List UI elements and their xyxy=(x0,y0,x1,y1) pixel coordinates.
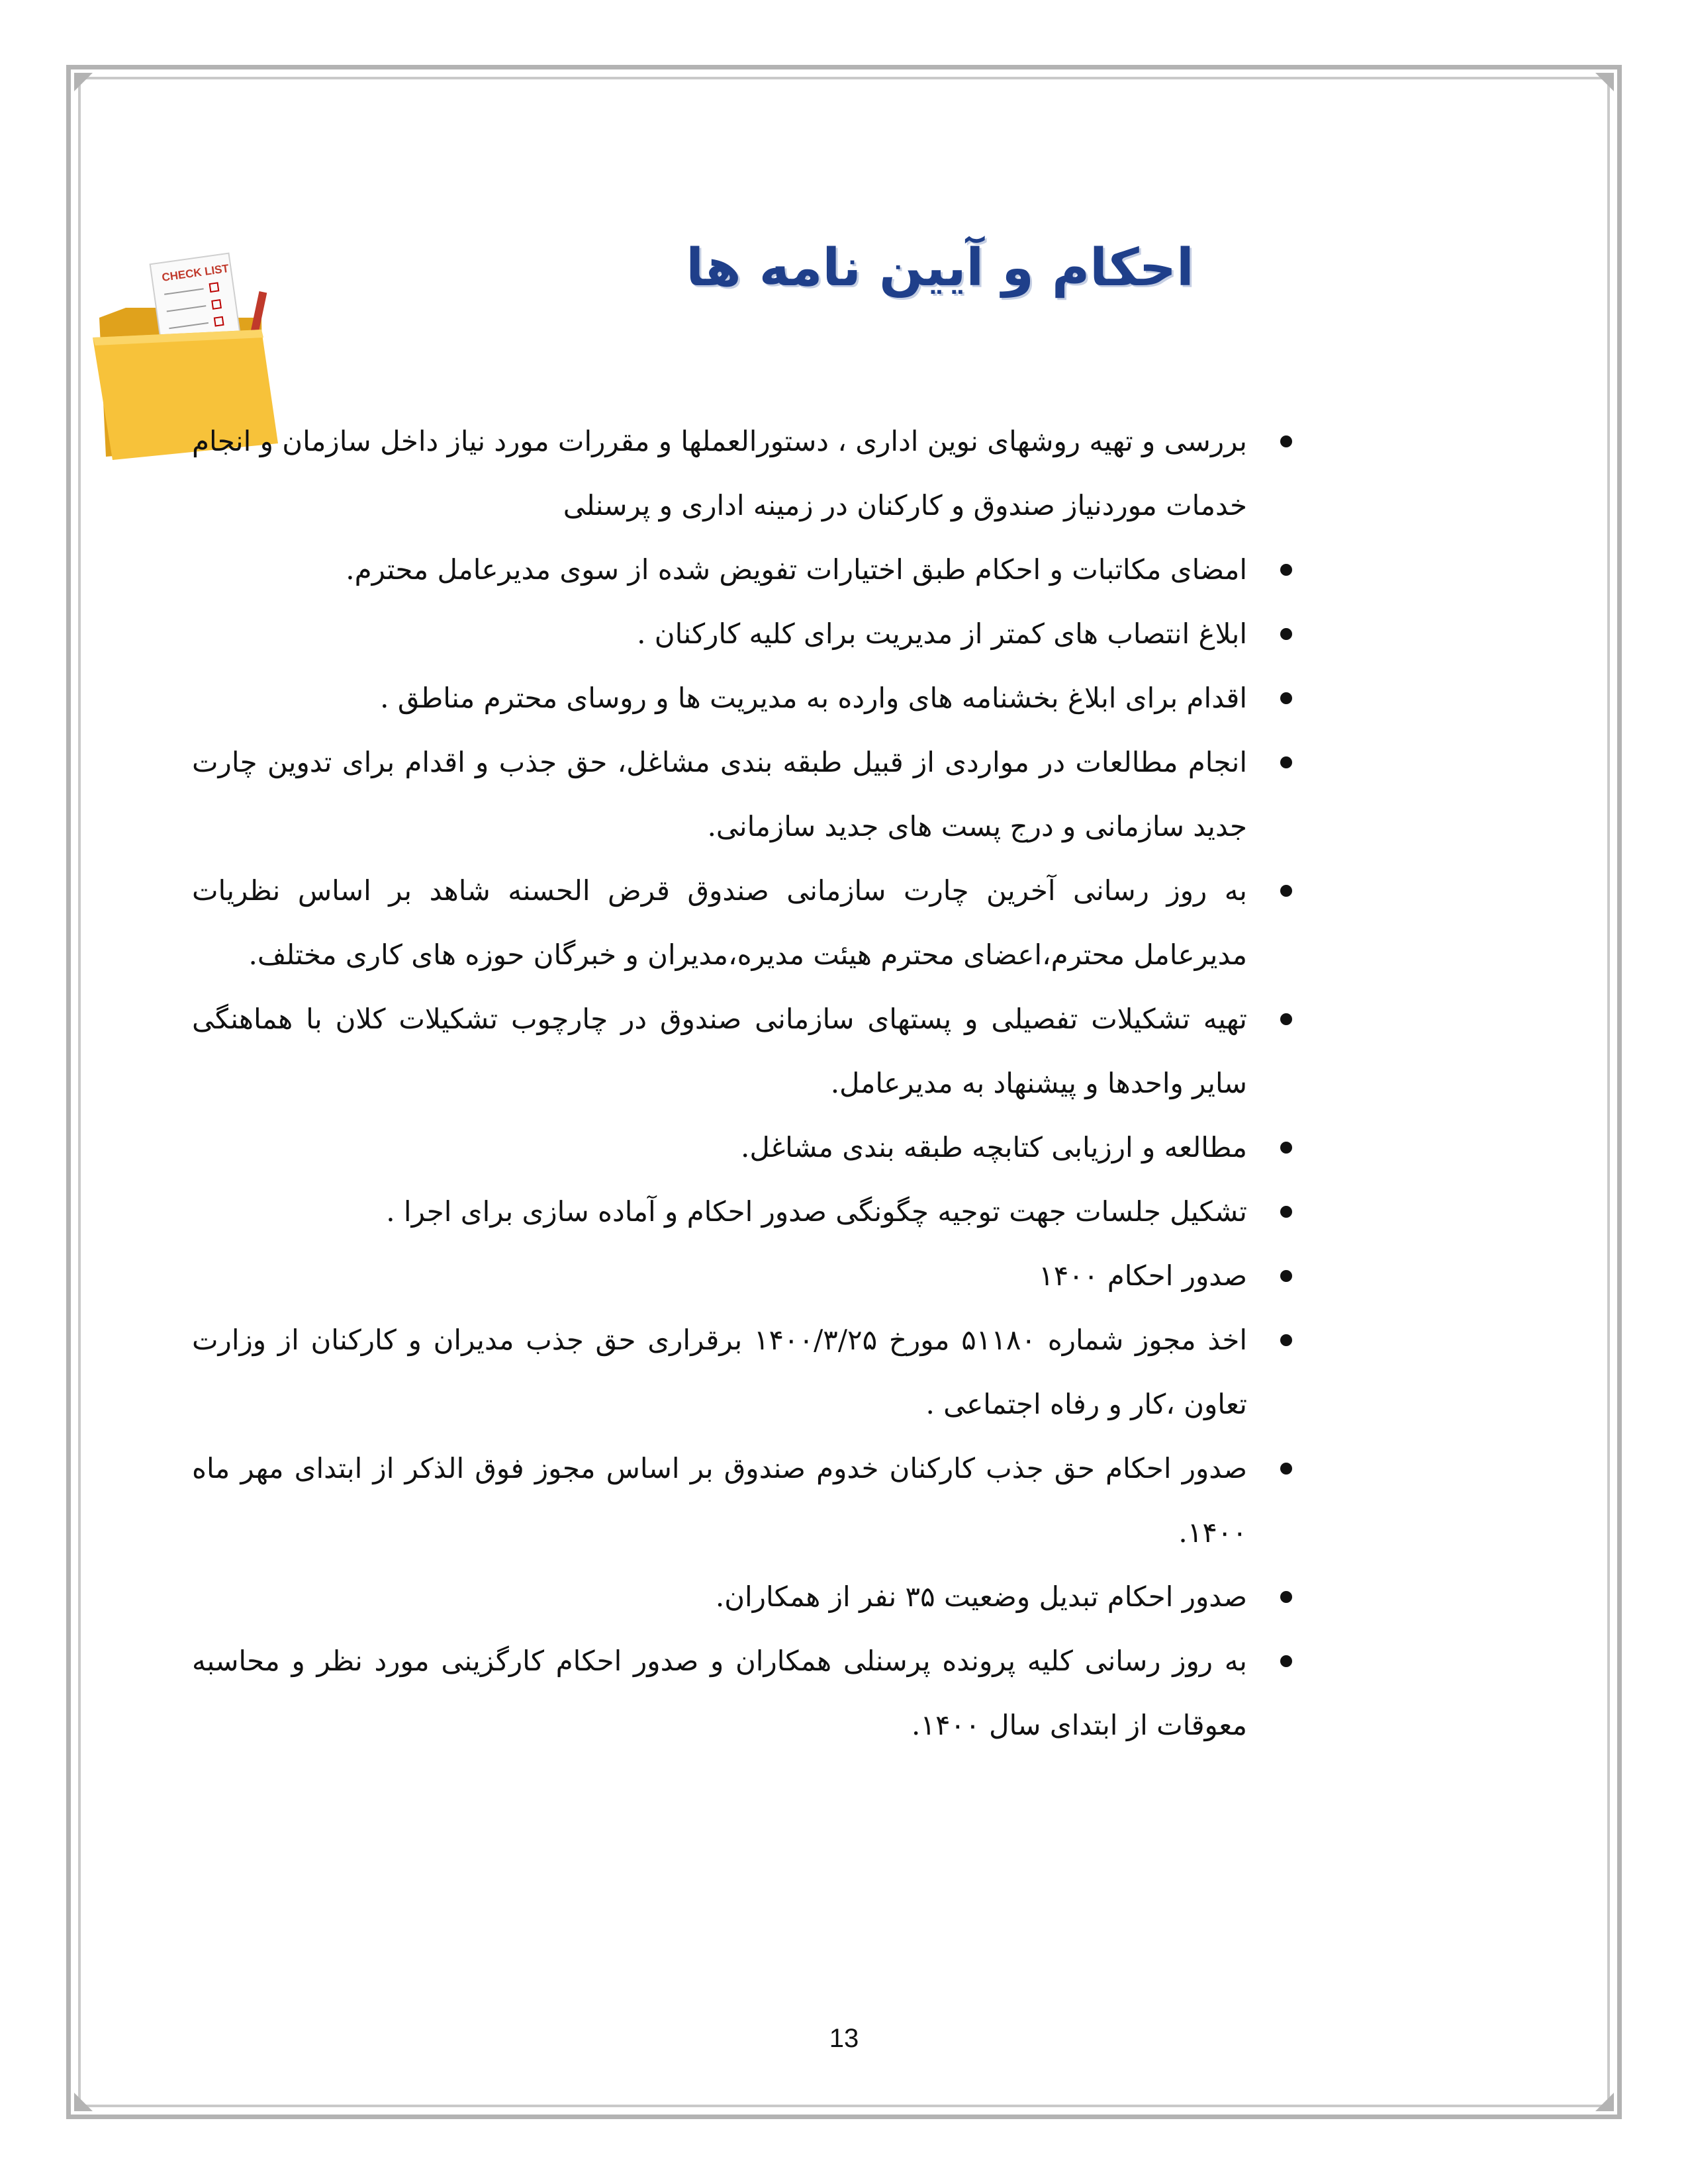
list-item xyxy=(192,1308,1297,1436)
corner-ornament-top-left xyxy=(74,73,93,91)
bullet-icon xyxy=(1280,564,1292,576)
list-item-text: اقدام برای ابلاغ بخشنامه های وارده به مدیریت ها و روسای محترم مناطق . xyxy=(380,682,1247,714)
bullet-icon xyxy=(1280,628,1292,640)
list-item xyxy=(192,987,1297,1115)
list-item-text: اخذ مجوز شماره ۵۱۱۸۰ مورخ ۱۴۰۰/۳/۲۵ برقراری حق جذب مدیران و کارکنان از وزارت تعاون ،کار و رفاه اجتماعی . xyxy=(192,1324,1248,1420)
bullet-icon xyxy=(1280,1655,1292,1667)
corner-ornament-top-right xyxy=(1595,73,1614,91)
list-item xyxy=(192,730,1297,858)
checklist-label: CHECK LIST xyxy=(161,261,230,284)
list-item-text: مطالعه و ارزیابی کتابچه طبقه بندی مشاغل. xyxy=(741,1131,1247,1163)
corner-ornament-bottom-left xyxy=(74,2093,93,2111)
list-item-text: به روز رسانی کلیه پرونده پرسنلی همکاران و صدور احکام کارگزینی مورد نظر و محاسبه معوقات از ابتدای سال ۱۴۰۰. xyxy=(192,1645,1247,1741)
content-area xyxy=(192,409,1297,1757)
corner-ornament-bottom-right xyxy=(1595,2093,1614,2111)
list-item-text: تهیه تشکیلات تفصیلی و پستهای سازمانی صندوق در چارچوب تشکیلات کلان با هماهنگی سایر واحدها و پیشنهاد به مدیرعامل. xyxy=(192,1003,1247,1099)
list-item xyxy=(192,1179,1297,1244)
list-item-text: بررسی و تهیه روشهای نوین اداری ، دستورالعملها و مقررات مورد نیاز داخل سازمان و انجام خدمات موردنیاز صندوق و کارکنان در زمینه اداری و پرسنلی xyxy=(192,425,1247,522)
list-item-text: صدور احکام ۱۴۰۰ xyxy=(1039,1259,1247,1292)
bullet-icon xyxy=(1280,1334,1292,1346)
bullet-icon xyxy=(1280,885,1292,897)
list-item xyxy=(192,409,1297,537)
list-item xyxy=(192,602,1297,666)
list-item-text: صدور احکام تبدیل وضعیت ۳۵ نفر از همکاران. xyxy=(715,1580,1247,1613)
list-item-text: انجام مطالعات در مواردی از قبیل طبقه بندی مشاغل، حق جذب و اقدام برای تدوین چارت جدید سازمانی و درج پست های جدید سازمانی. xyxy=(192,746,1247,842)
bullet-icon xyxy=(1280,1463,1292,1475)
bullet-icon xyxy=(1280,1142,1292,1154)
task-list xyxy=(192,409,1297,1757)
list-item xyxy=(192,1565,1297,1629)
list-item-text: امضای مکاتبات و احکام طبق اختیارات تفویض شده از سوی مدیرعامل محترم. xyxy=(346,553,1247,586)
list-item xyxy=(192,1436,1297,1565)
page-title: احکام و آیین نامه ها xyxy=(686,238,1194,298)
bullet-icon xyxy=(1280,1013,1292,1025)
bullet-icon xyxy=(1280,1591,1292,1603)
bullet-icon xyxy=(1280,435,1292,447)
list-item xyxy=(192,666,1297,730)
list-item xyxy=(192,858,1297,987)
list-item xyxy=(192,1244,1297,1308)
bullet-icon xyxy=(1280,1206,1292,1218)
list-item-text: تشکیل جلسات جهت توجیه چگونگی صدور احکام و آماده سازی برای اجرا . xyxy=(386,1195,1247,1228)
list-item xyxy=(192,1629,1297,1757)
page-number: 13 xyxy=(829,2024,859,2053)
list-item xyxy=(192,537,1297,602)
list-item xyxy=(192,1115,1297,1179)
list-item-text: صدور احکام حق جذب کارکنان خدوم صندوق بر اساس مجوز فوق الذکر از ابتدای مهر ماه ۱۴۰۰. xyxy=(192,1452,1247,1549)
bullet-icon xyxy=(1280,692,1292,704)
bullet-icon xyxy=(1280,756,1292,768)
bullet-icon xyxy=(1280,1270,1292,1282)
list-item-text: به روز رسانی آخرین چارت سازمانی صندوق قرض الحسنه شاهد بر اساس نظریات مدیرعامل محترم،اعضای محترم هیئت مدیره،مدیران و خبرگان حوزه های کاری مختلف. xyxy=(192,874,1247,971)
list-item-text: ابلاغ انتصاب های کمتر از مدیریت برای کلیه کارکنان . xyxy=(637,617,1247,650)
